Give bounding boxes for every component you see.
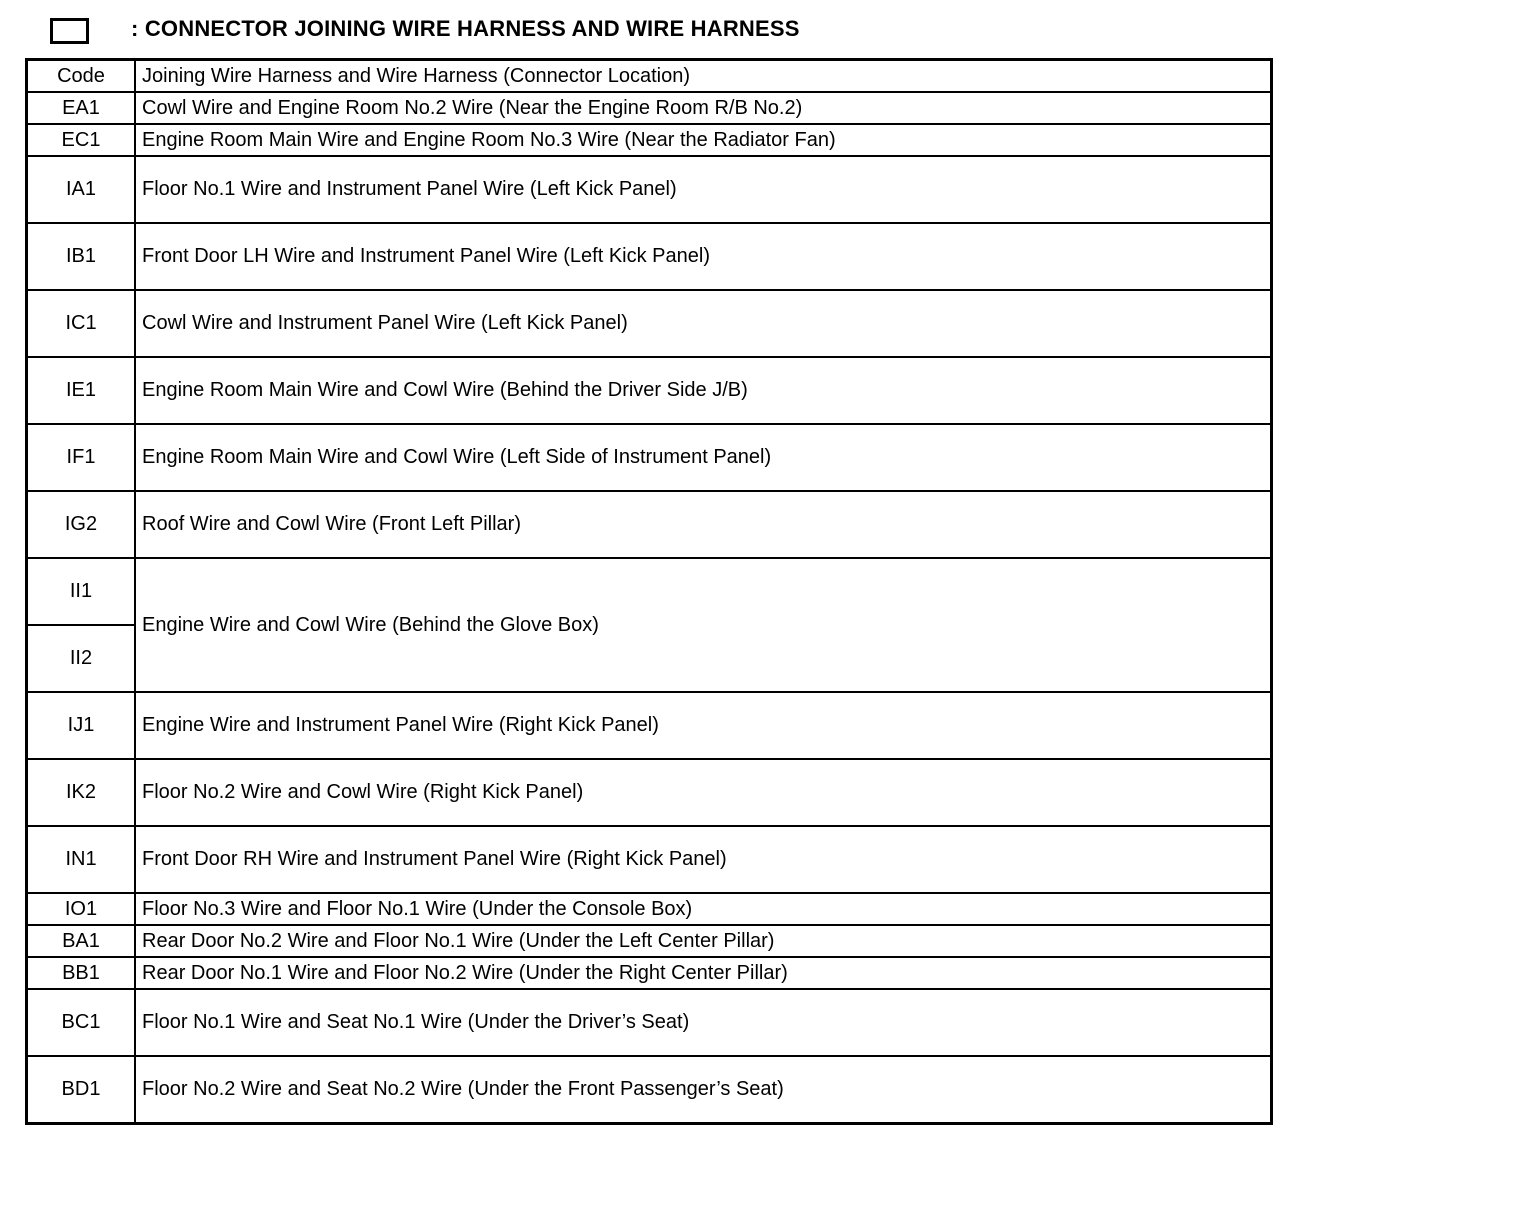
table-header-row <box>27 60 1272 93</box>
row-description: Rear Door No.2 Wire and Floor No.1 Wire (Under the Left Center Pillar) <box>135 925 1272 957</box>
row-description: Floor No.1 Wire and Seat No.1 Wire (Under the Driver’s Seat) <box>135 989 1272 1056</box>
row-code: IO1 <box>27 893 136 925</box>
row-code: BC1 <box>27 989 136 1056</box>
row-code: IB1 <box>27 223 136 290</box>
row-description: Floor No.2 Wire and Cowl Wire (Right Kick Panel) <box>135 759 1272 826</box>
table-row <box>27 826 1272 893</box>
table-row <box>27 424 1272 491</box>
row-description: Engine Room Main Wire and Cowl Wire (Left Side of Instrument Panel) <box>135 424 1272 491</box>
row-description: Floor No.1 Wire and Instrument Panel Wire (Left Kick Panel) <box>135 156 1272 223</box>
row-code: BD1 <box>27 1056 136 1124</box>
row-description: Front Door RH Wire and Instrument Panel Wire (Right Kick Panel) <box>135 826 1272 893</box>
table-row <box>27 92 1272 124</box>
table-row <box>27 124 1272 156</box>
row-description: Floor No.2 Wire and Seat No.2 Wire (Under the Front Passenger’s Seat) <box>135 1056 1272 1124</box>
row-code: IG2 <box>27 491 136 558</box>
row-description: Front Door LH Wire and Instrument Panel Wire (Left Kick Panel) <box>135 223 1272 290</box>
row-code: II1 <box>27 558 136 625</box>
row-description: Cowl Wire and Engine Room No.2 Wire (Near the Engine Room R/B No.2) <box>135 92 1272 124</box>
row-code: IF1 <box>27 424 136 491</box>
table-row <box>27 692 1272 759</box>
table-row <box>27 1056 1272 1124</box>
row-code: IC1 <box>27 290 136 357</box>
row-code: IN1 <box>27 826 136 893</box>
row-code: IJ1 <box>27 692 136 759</box>
row-description: Rear Door No.1 Wire and Floor No.2 Wire (Under the Right Center Pillar) <box>135 957 1272 989</box>
row-description: Engine Room Main Wire and Engine Room No.3 Wire (Near the Radiator Fan) <box>135 124 1272 156</box>
column-header-code: Code <box>27 60 136 93</box>
row-description: Floor No.3 Wire and Floor No.1 Wire (Under the Console Box) <box>135 893 1272 925</box>
table-row <box>27 156 1272 223</box>
row-code: IE1 <box>27 357 136 424</box>
row-code: EA1 <box>27 92 136 124</box>
page-title: : CONNECTOR JOINING WIRE HARNESS AND WIRE HARNESS <box>131 16 800 41</box>
row-description: Cowl Wire and Instrument Panel Wire (Left Kick Panel) <box>135 290 1272 357</box>
table-row <box>27 759 1272 826</box>
row-code: EC1 <box>27 124 136 156</box>
row-description: Engine Wire and Instrument Panel Wire (Right Kick Panel) <box>135 692 1272 759</box>
table-row <box>27 290 1272 357</box>
table-row <box>27 893 1272 925</box>
table-row <box>27 223 1272 290</box>
row-description-merged: Engine Wire and Cowl Wire (Behind the Glove Box) <box>135 558 1272 692</box>
row-code: BA1 <box>27 925 136 957</box>
table-row <box>27 357 1272 424</box>
row-description: Roof Wire and Cowl Wire (Front Left Pillar) <box>135 491 1272 558</box>
table-row <box>27 491 1272 558</box>
row-code: IK2 <box>27 759 136 826</box>
column-header-description: Joining Wire Harness and Wire Harness (Connector Location) <box>135 60 1272 93</box>
table-row <box>27 989 1272 1056</box>
row-code: IA1 <box>27 156 136 223</box>
table-row <box>27 957 1272 989</box>
connector-table <box>25 58 1273 1125</box>
row-code: II2 <box>27 625 136 692</box>
row-code: BB1 <box>27 957 136 989</box>
table-row <box>27 558 1272 625</box>
row-description: Engine Room Main Wire and Cowl Wire (Behind the Driver Side J/B) <box>135 357 1272 424</box>
table-row <box>27 925 1272 957</box>
connector-symbol-box <box>50 18 89 44</box>
